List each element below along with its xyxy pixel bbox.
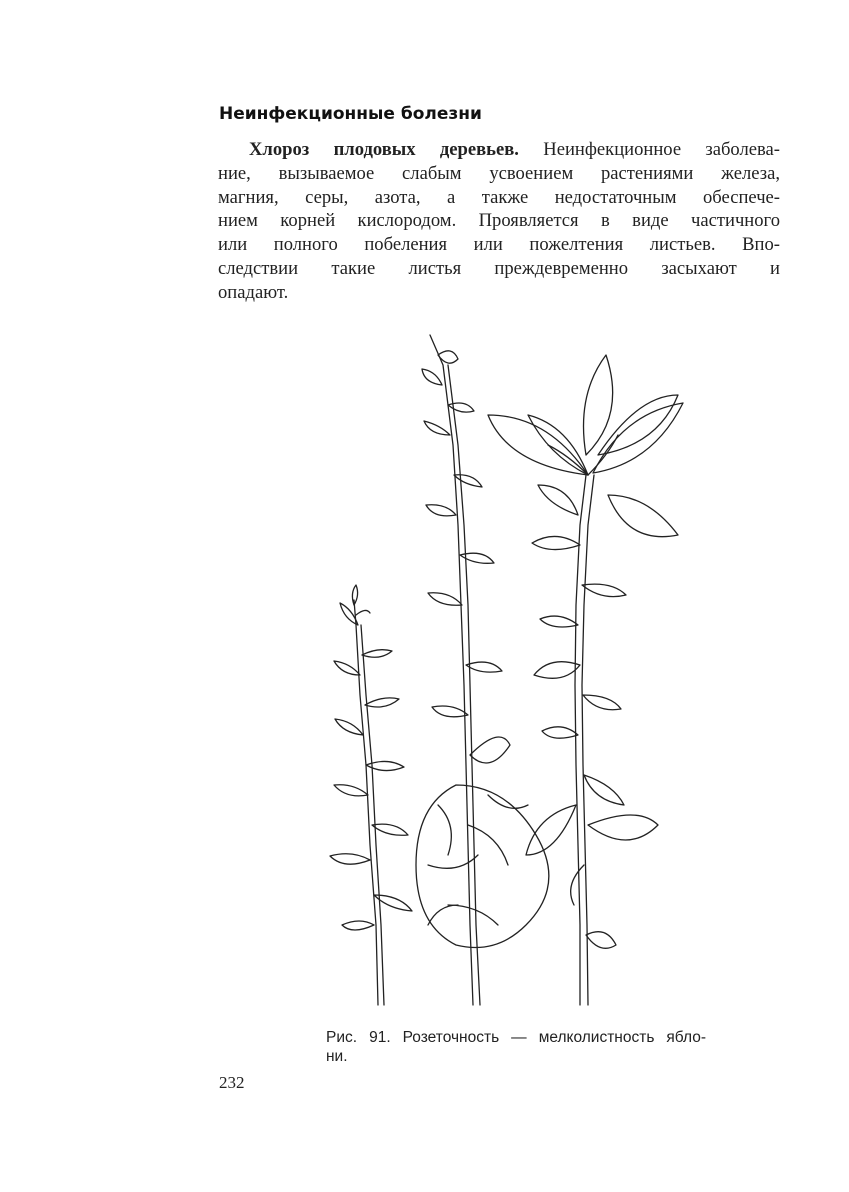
paragraph-line-1 <box>218 138 780 162</box>
paragraph-line-6: следствии такие листья преждевременно засыхают и <box>218 257 780 279</box>
paragraph-line-4: нием корней кислородом. Проявляется в виде частичного <box>218 210 780 232</box>
paragraph-line-7: опадают. <box>218 281 289 303</box>
shoot-left <box>330 585 412 1005</box>
paragraph-line-1-text: Неинфекционное заболева- <box>518 139 780 160</box>
apple-shoots-drawing <box>318 325 718 1015</box>
shoot-middle <box>416 335 549 1005</box>
paragraph-line-5: или полного побеления или пожелтения листьев. Впо- <box>218 234 780 256</box>
caption-line-2: ни. <box>326 1048 348 1065</box>
figure-illustration <box>318 325 718 1015</box>
paragraph-term: Хлороз плодовых деревьев. <box>249 139 519 160</box>
paragraph-line-2: ние, вызываемое слабым усвоением растениями железа, <box>218 162 780 184</box>
page-number: 232 <box>219 1073 245 1092</box>
figure-caption <box>326 1028 706 1066</box>
caption-line-1: Рис. 91. Розеточность — мелколистность ябло- <box>326 1029 706 1046</box>
shoot-right <box>488 355 683 1005</box>
section-heading: Неинфекционные болезни <box>219 104 482 124</box>
paragraph-line-3: магния, серы, азота, а также недостаточным обеспече- <box>218 186 780 208</box>
paragraph <box>218 138 780 305</box>
